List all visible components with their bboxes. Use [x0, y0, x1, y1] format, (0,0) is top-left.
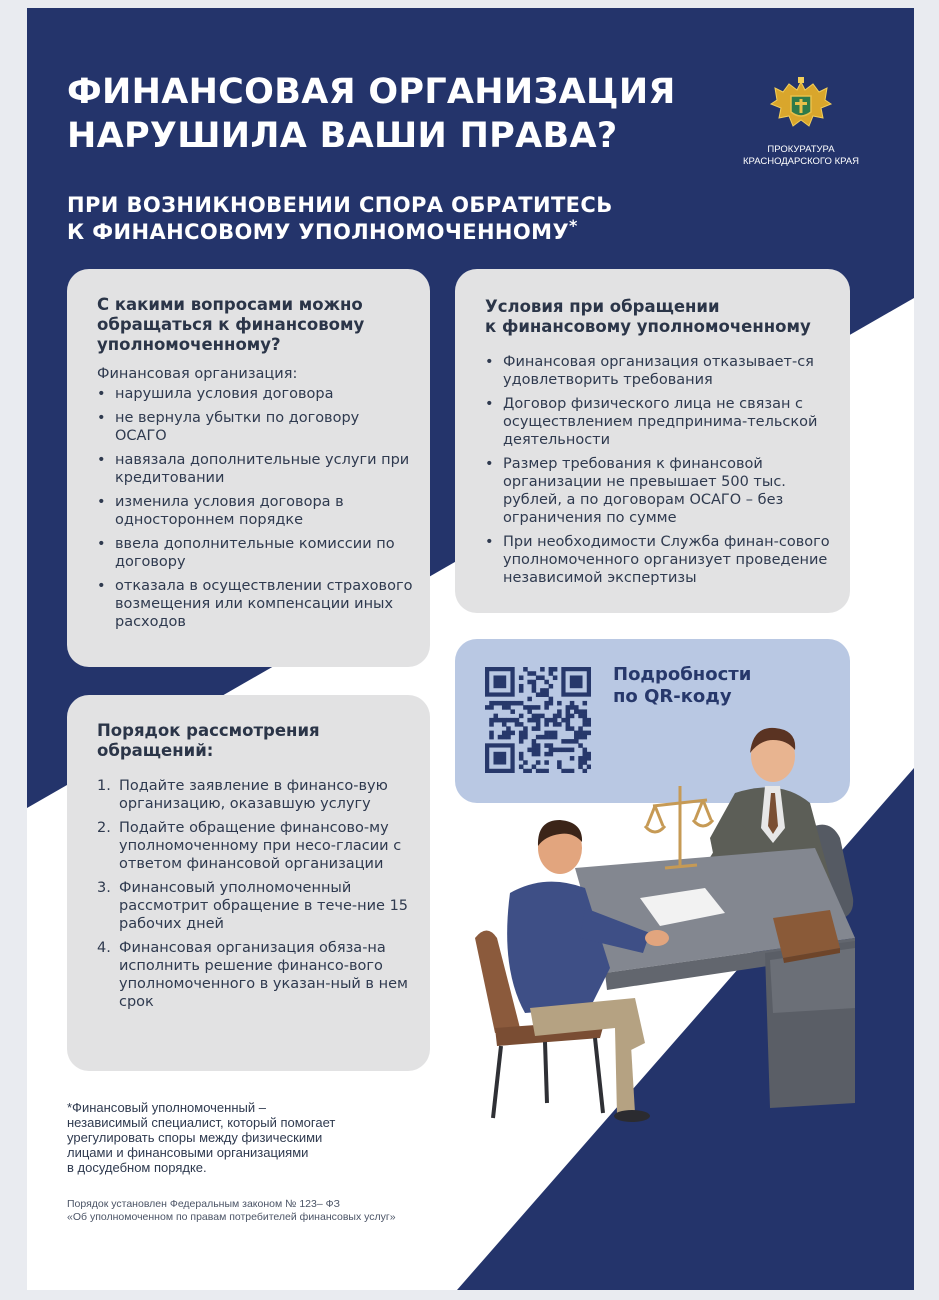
list-item: [97, 879, 414, 933]
subtitle-line-text: К ФИНАНСОВОМУ УПОЛНОМОЧЕННОМУ: [67, 220, 570, 244]
footnote-line: лицами и финансовыми организациями: [67, 1145, 309, 1160]
questions-heading: [97, 295, 414, 355]
list-item: • отказала в осуществлении страхового возмещения или компенсации иных расходов: [97, 577, 414, 631]
qr-label-line: Подробности: [613, 664, 752, 685]
scales-icon: [645, 786, 713, 868]
logo-caption: [721, 144, 881, 168]
heading-line: Порядок рассмотрения: [97, 721, 320, 740]
list-number: 1.: [97, 778, 111, 794]
list-item: [97, 777, 414, 813]
list-item: • При необходимости Служба финан-сового уполномоченного организует проведение независимой экспертизы: [485, 533, 836, 587]
law-line: «Об уполномоченном по правам потребителей финансовых услуг»: [67, 1211, 396, 1223]
conditions-card: [455, 269, 850, 613]
footnote: [67, 1100, 447, 1175]
footnote-line: в досудебном порядке.: [67, 1160, 207, 1175]
list-text: Подайте заявление в финансо-вую организацию, оказавшую услугу: [119, 778, 388, 812]
heading-line: С какими вопросами можно: [97, 295, 363, 314]
list-number: 2.: [97, 820, 111, 836]
heading-line: обращений:: [97, 741, 214, 760]
poster: [27, 8, 914, 1290]
footnote-mark: *: [569, 216, 578, 235]
double-headed-eagle-emblem-icon: [769, 74, 833, 138]
consultation-illustration: [435, 708, 875, 1128]
heading-line: Условия при обращении: [485, 297, 720, 316]
qr-label: [613, 664, 751, 708]
logo-caption-line: КРАСНОДАРСКОГО КРАЯ: [742, 156, 859, 167]
footnote-line: независимый специалист, который помогает: [67, 1115, 336, 1130]
list-item: • Финансовая организация отказывает-ся удовлетворить требования: [485, 353, 836, 389]
list-text: Подайте обращение финансово-му уполномоченному при несо-гласии с ответом финансовой организации: [119, 820, 402, 872]
list-item: • навязала дополнительные услуги при кредитовании: [97, 451, 414, 487]
footnote-line: *Финансовый уполномоченный –: [67, 1100, 266, 1115]
questions-card: [67, 269, 430, 667]
heading-line: обращаться к финансовому: [97, 315, 365, 334]
law-line: Порядок установлен Федеральным законом № 123– ФЗ: [67, 1198, 340, 1210]
list-item: • Договор физического лица не связан с осуществлением предпринима-тельской деятельности: [485, 395, 836, 449]
list-item: • не вернула убытки по договору ОСАГО: [97, 409, 414, 445]
conditions-list: [485, 353, 836, 587]
list-text: Финансовая организация обяза-на исполнить решение финансо-вого уполномоченного в указан-ный в нем срок: [119, 940, 408, 1010]
footnote-line: урегулировать споры между физическими: [67, 1130, 323, 1145]
main-title-line: НАРУШИЛА ВАШИ ПРАВА?: [67, 116, 618, 156]
questions-list: [97, 385, 414, 631]
heading-line: к финансовому уполномоченному: [485, 317, 811, 336]
questions-intro: Финансовая организация:: [97, 366, 298, 382]
subtitle: [67, 192, 613, 246]
logo-caption-line: ПРОКУРАТУРА: [767, 144, 835, 155]
prosecutor-logo: [721, 74, 881, 168]
main-title-line: ФИНАНСОВАЯ ОРГАНИЗАЦИЯ: [67, 72, 676, 112]
main-title: [67, 70, 676, 158]
list-item: [97, 819, 414, 873]
qr-label-line: по QR-коду: [613, 686, 732, 707]
heading-line: уполномоченному?: [97, 335, 281, 354]
list-number: 3.: [97, 880, 111, 896]
list-item: • ввела дополнительные комиссии по договору: [97, 535, 414, 571]
conditions-heading: [485, 297, 836, 337]
list-item: • изменила условия договора в одностороннем порядке: [97, 493, 414, 529]
list-item: [97, 939, 414, 1011]
list-number: 4.: [97, 940, 111, 956]
subtitle-line: [67, 216, 613, 246]
procedure-card: [67, 695, 430, 1071]
list-text: Финансовый уполномоченный рассмотрит обращение в тече-ние 15 рабочих дней: [119, 880, 409, 932]
list-item: • Размер требования к финансовой организации не превышает 500 тыс. рублей, а по договорам ОСАГО – без ограничения по сумме: [485, 455, 836, 527]
law-reference: [67, 1198, 396, 1224]
procedure-list: [97, 777, 414, 1011]
procedure-heading: [97, 721, 414, 761]
list-item: • нарушила условия договора: [97, 385, 414, 403]
subtitle-line: ПРИ ВОЗНИКНОВЕНИИ СПОРА ОБРАТИТЕСЬ: [67, 193, 613, 217]
